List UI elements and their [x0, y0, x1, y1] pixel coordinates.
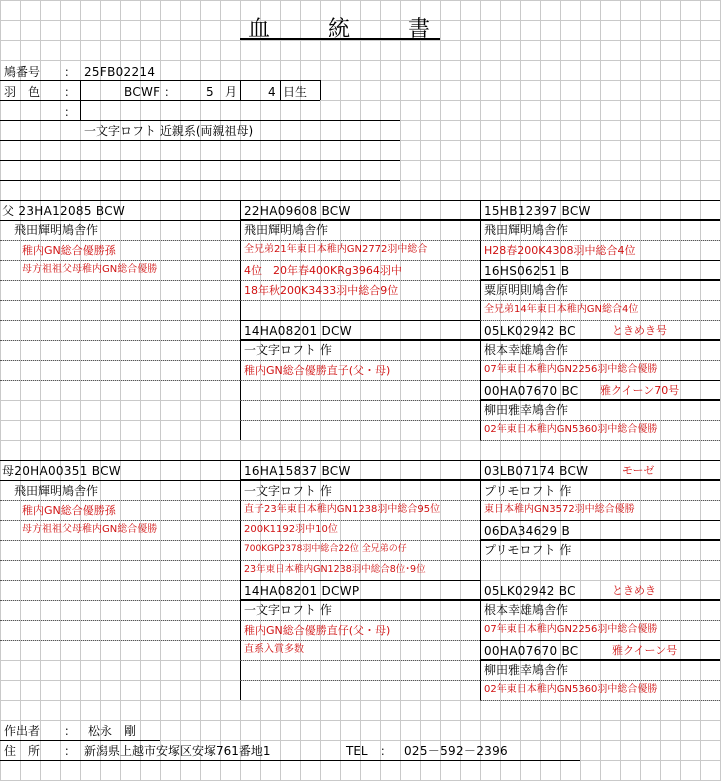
month-label: 月 [225, 85, 238, 99]
dam-sire-note-3: 700KGP2378羽中総合22位 全兄弟の仔 [244, 544, 407, 554]
sd-sire-note-1: 07年東日本稚内GN2256羽中総合優勝 [484, 364, 658, 375]
rule [0, 260, 240, 261]
sire-dam-note-1: 稚内GN総合優勝直子(父・母) [244, 364, 391, 377]
rule [0, 240, 240, 241]
sire-breeder: 飛田輝明鳩舎作 [14, 223, 99, 237]
sire-sire-note-1: 全兄弟21年東日本稚内GN2772羽中総合 [244, 244, 428, 255]
sd-sire-id: 05LK02942 BC [484, 324, 576, 338]
colon: ： [164, 85, 177, 99]
colon: ： [380, 744, 393, 758]
dd-dam-note-1: 02年東日本稚内GN5360羽中総合優勝 [484, 684, 658, 695]
rule [240, 400, 480, 401]
sire-sire-note-3: 18年秋200K3433羽中総合9位 [244, 284, 399, 297]
sd-dam-note-1: 02年東日本稚内GN5360羽中総合優勝 [484, 424, 658, 435]
rule [480, 539, 720, 541]
rule [0, 760, 580, 761]
rule [240, 660, 480, 661]
rule [480, 520, 720, 521]
rule [320, 80, 321, 100]
rule [480, 380, 720, 381]
rule [240, 300, 480, 301]
rule [240, 479, 720, 481]
dam-sire-breeder: 一文字ロフト 作 [244, 484, 332, 498]
rule [240, 540, 480, 541]
rule [0, 340, 240, 341]
rule [480, 460, 481, 700]
rule [0, 120, 400, 121]
rule [240, 380, 480, 381]
rule [240, 260, 480, 261]
rule [0, 560, 240, 561]
rule [0, 300, 240, 301]
dam-dam-breeder: 一文字ロフト 作 [244, 603, 332, 617]
rule [480, 659, 720, 661]
dam-sire-note-1: 直子23年東日本稚内GN1238羽中総合95位 [244, 504, 441, 515]
ss-dam-breeder: 粟原明則鳩舎作 [484, 283, 569, 297]
dam-note-2: 母方祖祖父母稚内GN総合優勝 [22, 524, 158, 535]
dam-note-1: 稚内GN総合優勝孫 [22, 504, 116, 517]
rule [480, 279, 720, 281]
sire-sire-note-2: 4位 20年春400KRg3964羽中 [244, 264, 402, 277]
rule [0, 500, 240, 501]
dam-dam-id: 14HA08201 DCWP [244, 584, 360, 598]
address: 新潟県上越市安塚区安塚761番地1 [84, 744, 271, 758]
rule [0, 520, 240, 521]
author-label: 作出者 [4, 724, 41, 738]
rule [240, 500, 480, 501]
tel-number: 025－592－2396 [404, 744, 508, 758]
rule [480, 320, 720, 321]
dam-sire-note-2: 200K1192羽中10位 [244, 524, 338, 535]
ds-dam-id: 06DA34629 B [484, 524, 571, 538]
document-title [240, 8, 440, 40]
ds-dam-breeder: プリモロフト 作 [484, 543, 572, 557]
dd-sire-id: 05LK02942 BC [484, 584, 576, 598]
rule [240, 80, 241, 100]
rule [0, 320, 240, 321]
rule [480, 300, 720, 301]
dd-dam-id: 00HA07670 BC [484, 644, 579, 658]
dd-sire-note-1: 07年東日本稚内GN2256羽中総合優勝 [484, 624, 658, 635]
rule [480, 700, 720, 701]
dam-dam-note-1: 稚内GN総合優勝直仔(父・母) [244, 624, 391, 637]
sire-dam-id: 14HA08201 DCW [244, 324, 352, 338]
ds-sire-note-1: 東日本稚内GN3572羽中総合優勝 [484, 504, 635, 515]
rule [0, 160, 400, 161]
dam-dam-note-2: 直系入賞多数 [244, 644, 304, 655]
rule [0, 580, 240, 581]
rule [480, 440, 720, 441]
colon: ： [64, 744, 77, 758]
ss-sire-note-1: H28春200K4308羽中総合4位 [484, 244, 636, 257]
rule [480, 420, 720, 421]
title-char-3: 書 [408, 17, 431, 42]
rule [0, 600, 240, 601]
rule [480, 680, 720, 681]
sire-note-1: 稚内GN総合優勝孫 [22, 244, 116, 257]
rule [0, 360, 240, 361]
author-name: 松永 剛 [88, 724, 137, 738]
ds-sire-name: モーゼ [622, 464, 655, 477]
ss-sire-breeder: 飛田輝明鳩舎作 [484, 223, 569, 237]
rule [240, 320, 480, 321]
rule [240, 640, 480, 641]
sire-sire-id: 22HA09608 BCW [244, 204, 351, 218]
rule [0, 280, 240, 281]
color-label: 羽 色 [4, 85, 41, 99]
rule [0, 100, 320, 101]
pigeon-no: 25FB02214 [84, 65, 156, 79]
sd-sire-breeder: 根本幸雄鳩舎作 [484, 343, 569, 357]
rule [80, 80, 81, 120]
sire-note-2: 母方祖祖父母稚内GN総合優勝 [22, 264, 158, 275]
rule [0, 80, 320, 81]
rule [480, 399, 720, 401]
dd-dam-breeder: 柳田雅幸鳩舎作 [484, 663, 569, 677]
rule [480, 620, 720, 621]
rule [0, 620, 240, 621]
colon: ： [64, 65, 77, 79]
ds-sire-id: 03LB07174 BCW [484, 464, 589, 478]
tel-label: TEL [346, 744, 368, 758]
rule [240, 680, 480, 681]
rule [0, 740, 160, 741]
birth-month: 5 [206, 85, 214, 99]
rule [0, 140, 400, 141]
sd-dam-name: 雅クイーン70号 [600, 384, 680, 397]
ss-dam-note-1: 全兄弟14年東日本稚内GN総合4位 [484, 304, 639, 315]
rule [240, 360, 480, 361]
rule [480, 500, 720, 501]
rule [240, 520, 480, 521]
rule [480, 260, 720, 261]
dd-dam-name: 雅クイーン号 [612, 644, 678, 657]
dam-sire-note-4: 23年東日本稚内GN1238羽中総合8位･9位 [244, 564, 426, 575]
rule [280, 80, 281, 100]
colon: ： [64, 724, 77, 738]
rule [0, 480, 240, 481]
rule [0, 180, 400, 181]
ss-sire-id: 15HB12397 BCW [484, 204, 591, 218]
pigeon-no-label: 鳩番号 [4, 65, 41, 79]
day-label: 日生 [283, 85, 308, 99]
ds-sire-breeder: プリモロフト 作 [484, 484, 572, 498]
dam-breeder: 飛田輝明鳩舎作 [14, 484, 99, 498]
colon: ： [64, 85, 77, 99]
dam-sire-id: 16HA15837 BCW [244, 464, 351, 478]
ss-dam-id: 16HS06251 B [484, 264, 570, 278]
colon: ： [64, 105, 77, 119]
rule [0, 540, 240, 541]
rule [0, 200, 720, 201]
rule [0, 380, 240, 381]
rule [0, 640, 240, 641]
rule [480, 560, 720, 561]
rule [240, 240, 480, 241]
sire-dam-breeder: 一文字ロフト 作 [244, 343, 332, 357]
sd-sire-name: ときめき号 [612, 324, 667, 337]
dam-id: 母20HA00351 BCW [2, 464, 121, 478]
rule [480, 360, 720, 361]
rule [480, 640, 720, 641]
color-value: BCWF [124, 85, 161, 99]
rule [240, 599, 720, 601]
sd-dam-breeder: 柳田雅幸鳩舎作 [484, 403, 569, 417]
dd-sire-breeder: 根本幸雄鳩舎作 [484, 603, 569, 617]
birth-day: 4 [268, 85, 276, 99]
dd-sire-name: ときめき [612, 584, 656, 597]
rule [0, 220, 240, 221]
sire-sire-breeder: 飛田輝明鳩舎作 [244, 223, 329, 237]
breeding-note: 一文字ロフト 近親系(両親祖母) [84, 124, 254, 138]
rule [240, 620, 480, 621]
rule [240, 280, 480, 281]
sire-id: 父 23HA12085 BCW [2, 204, 126, 218]
title-char-2: 統 [328, 17, 351, 42]
rule [0, 460, 720, 461]
rule [240, 339, 720, 341]
title-char-1: 血 [248, 17, 271, 42]
rule [240, 580, 480, 581]
rule [240, 219, 720, 221]
rule [480, 240, 720, 241]
sd-dam-id: 00HA07670 BC [484, 384, 579, 398]
rule [240, 420, 480, 421]
address-label: 住 所 [4, 744, 41, 758]
rule [240, 560, 480, 561]
